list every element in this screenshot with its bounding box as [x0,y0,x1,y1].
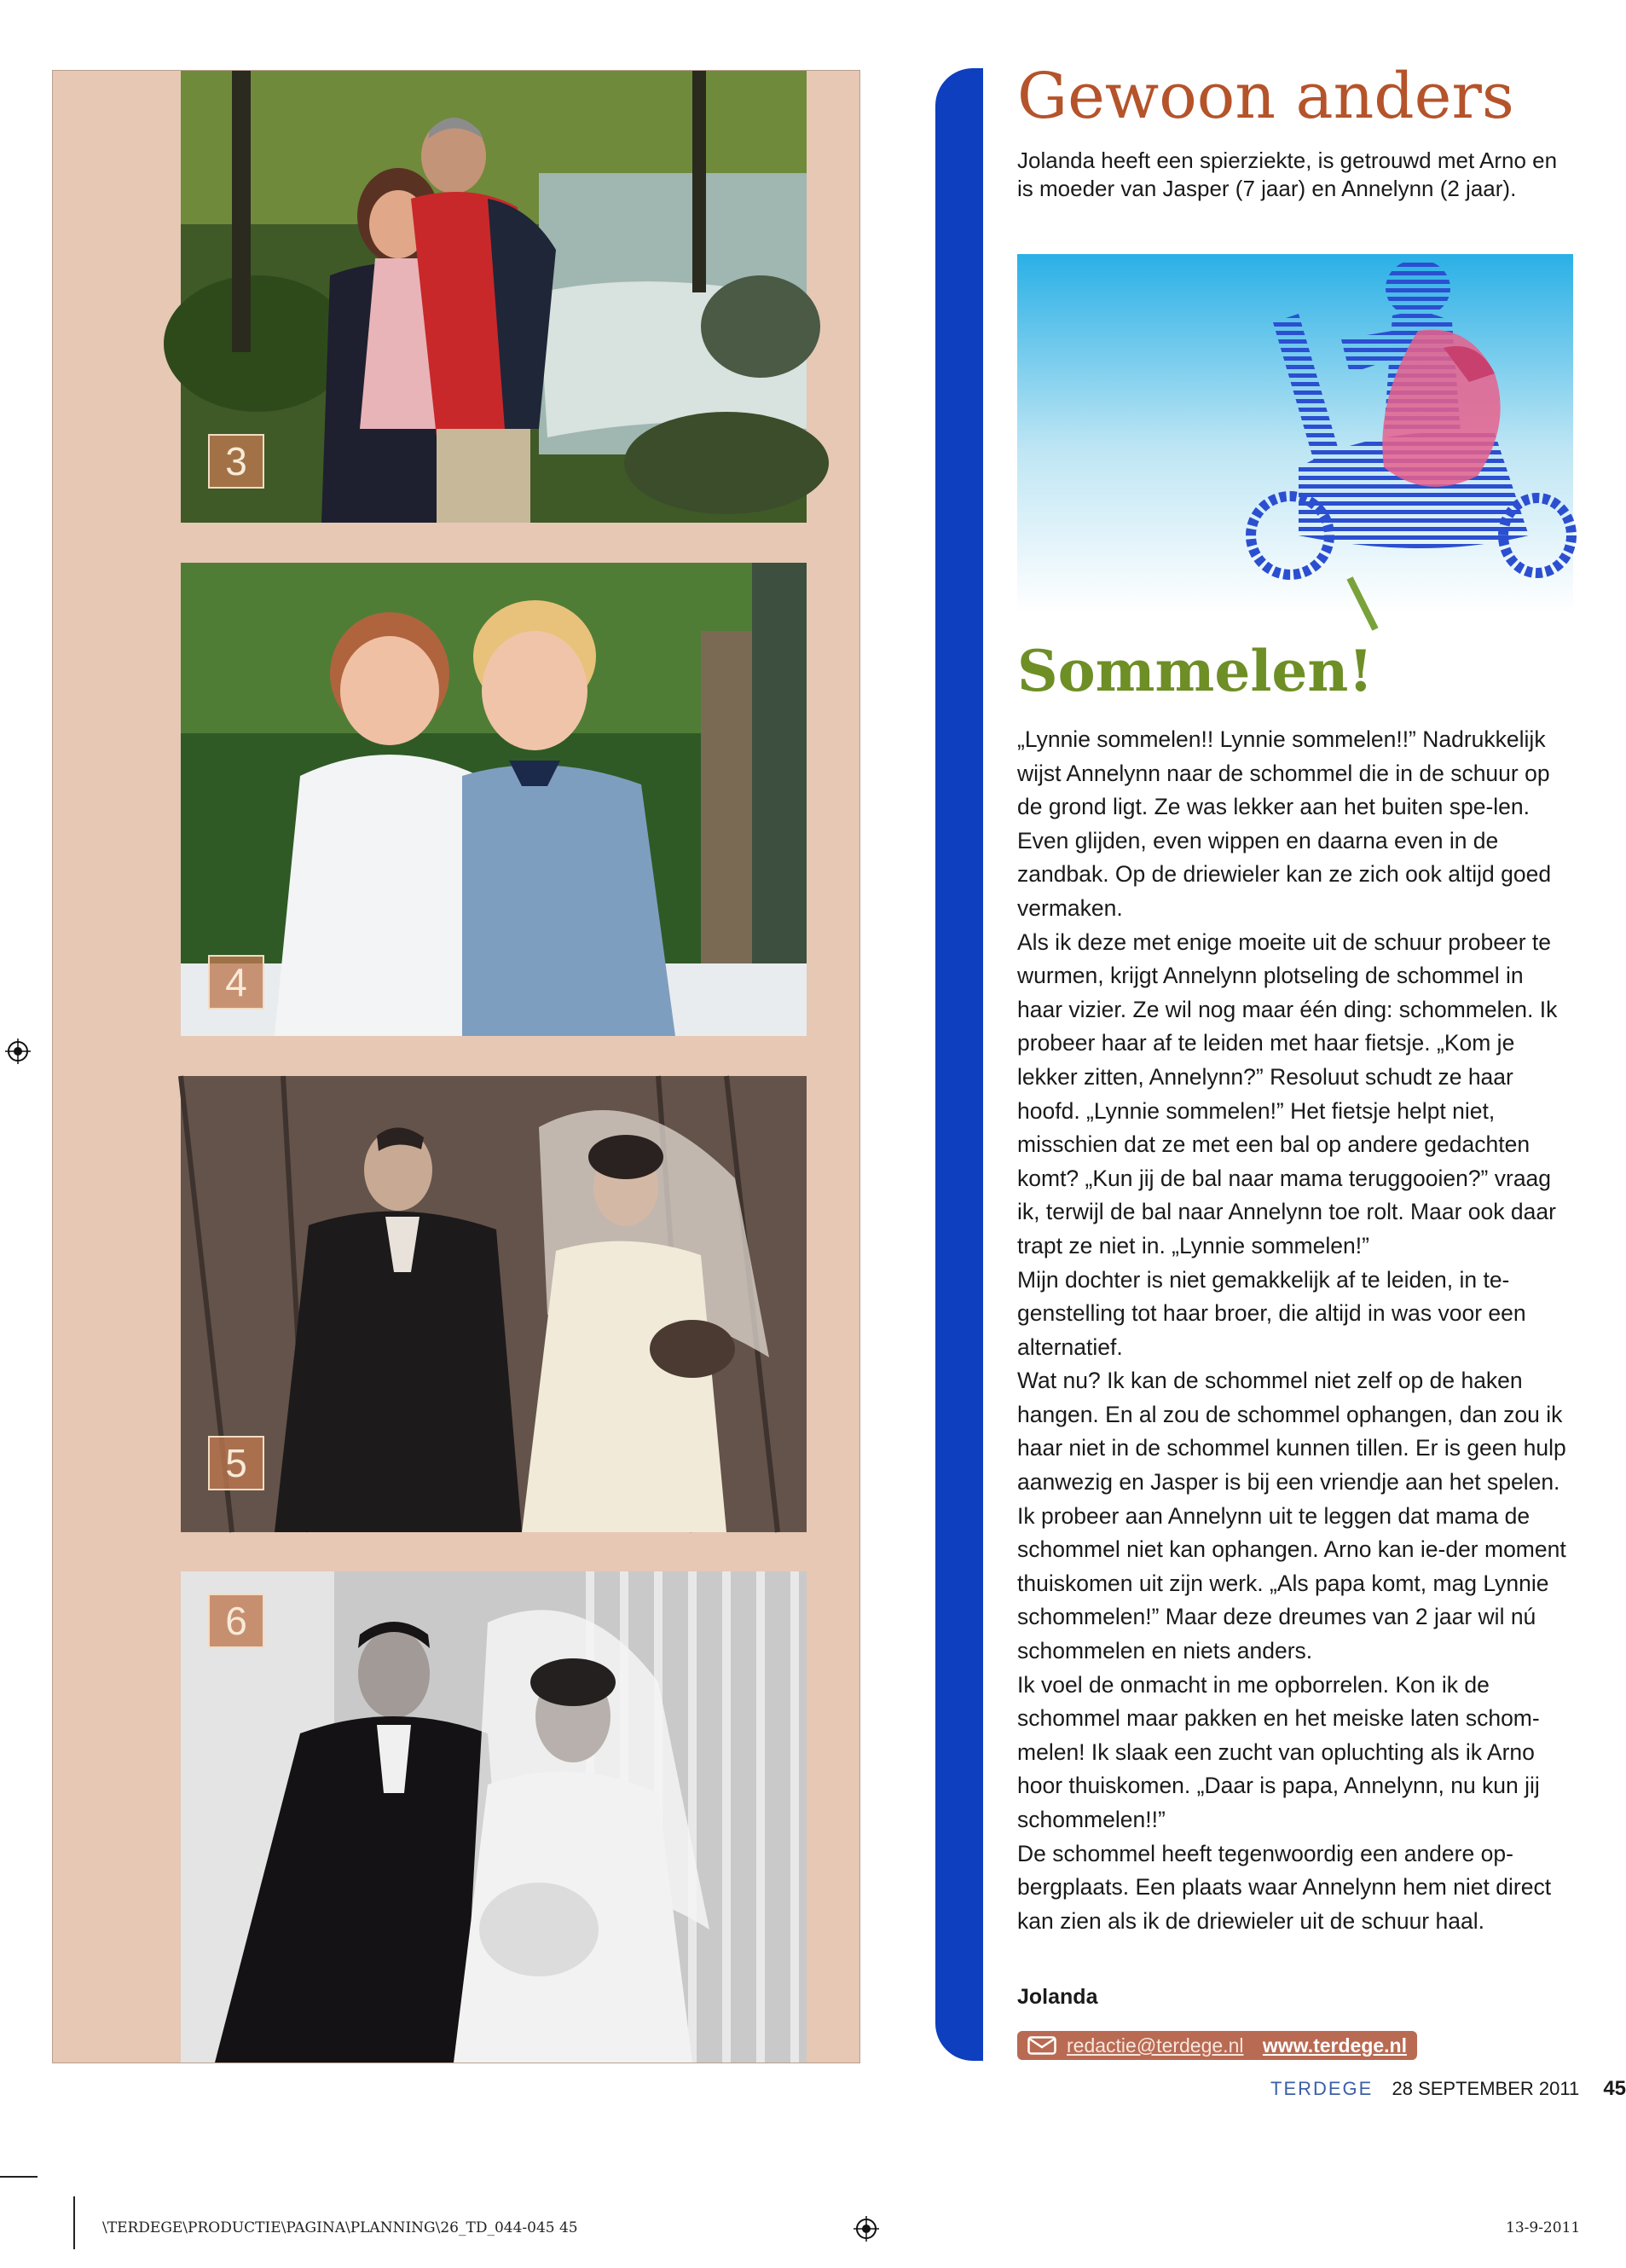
email-link[interactable]: redactie@terdege.nl [1067,2034,1244,2057]
photo-number-5: 5 [208,1436,264,1490]
paragraph: Als ik deze met enige moeite uit de schuur probeer te wurmen, krijgt Annelynn plotseling de schommel in haar vizier. Ze wil nog maar één ding: schommelen. Ik probeer haar af te leiden met haar fietsje. „Kom je lekker zitten, Annelynn?” Resoluut schudt ze haar hoofd. „Lynnie sommelen!” Het fietsje helpt niet, misschien dat ze met een bal op andere gedachten komt? „Kun jij de bal naar mama teruggooien?” vraag ik, terwijl de bal naar Annelynn toe rolt. Maar ook daar trapt ze niet in. „Lynnie sommelen!” [1017,929,1558,1258]
photo-strip [52,70,860,2063]
envelope-icon [1027,2036,1056,2055]
photo-wedding-sepia [181,1076,807,1532]
paragraph: Ik voel de onmacht in me opborrelen. Kon ik de schommel maar pakken en het meiske laten schom-melen! Ik slaak een zucht van opluchting als ik Arno hoor thuiskomen. „Daar is papa, Annelynn, nu kun jij schommelen!!” [1017,1671,1540,1832]
page-footer [1270,2077,1626,2101]
photo-wedding-bw [181,1571,807,2063]
paragraph: De schommel heeft tegenwoordig een andere op-bergplaats. Een plaats waar Annelynn hem niet direct kan zien als ik de driewieler uit de schuur haal. [1017,1840,1552,1934]
paragraph: Mijn dochter is niet gemakkelijk af te leiden, in te-genstelling tot haar broer, die altijd in was voor een alternatief. [1017,1266,1526,1360]
crop-mark [0,2176,38,2178]
photo-number-4: 4 [208,955,264,1010]
photo-couple-forest [181,71,807,523]
page-number: 45 [1603,2077,1626,2100]
photo-number-3: 3 [208,434,264,489]
registration-mark-icon [854,2216,879,2242]
photo-children [181,563,807,1036]
paragraph: Wat nu? Ik kan de schommel niet zelf op de haken hangen. En al zou de schommel ophangen, dan zou ik haar niet in de schommel kunnen tillen. Er is geen hulp aanwezig en Jasper is bij een vriendje aan het spelen. Ik probeer aan Annelynn uit te leggen dat mama de schommel niet kan ophangen. Arno kan ie-der moment thuiskomen uit zijn werk. „Als papa komt, mag Lynnie schommelen!” Maar deze dreumes van 2 jaar wil nú schommelen en niets anders. [1017,1368,1566,1664]
website-link[interactable]: www.terdege.nl [1262,2034,1407,2057]
issue-date: 28 SEPTEMBER 2011 [1392,2078,1580,2099]
author-signature: Jolanda [1017,1985,1098,2009]
scooter-illustration [1017,254,1573,629]
registration-mark-icon [5,1039,31,1064]
column-intro: Jolanda heeft een spierziekte, is getrouwd met Arno en is moeder van Jasper (7 jaar) en Annelynn (2 jaar). [1017,148,1558,201]
crop-mark [73,2196,75,2249]
article-body [1017,723,1571,1938]
paragraph: „Lynnie sommelen!! Lynnie sommelen!!” Nadrukkelijk wijst Annelynn naar de schommel die in de schuur op de grond ligt. Ze was lekker aan het buiten spe-len. Even glijden, even wippen en daarna even in de zandbak. Op de driewieler kan ze zich ook altijd goed vermaken. [1017,726,1552,921]
blue-side-bar [935,68,983,2061]
photo-number-6: 6 [208,1594,264,1648]
article-heading: Sommelen! [1017,638,1374,704]
print-slug-date: 13-9-2011 [1506,2219,1581,2236]
contact-badge [1017,2031,1417,2060]
print-slug-path: \TERDEGE\PRODUCTIE\PAGINA\PLANNING\26_TD_044-045 45 [102,2219,578,2236]
column-title: Gewoon anders [1017,60,1514,133]
magazine-name: TERDEGE [1270,2078,1374,2099]
